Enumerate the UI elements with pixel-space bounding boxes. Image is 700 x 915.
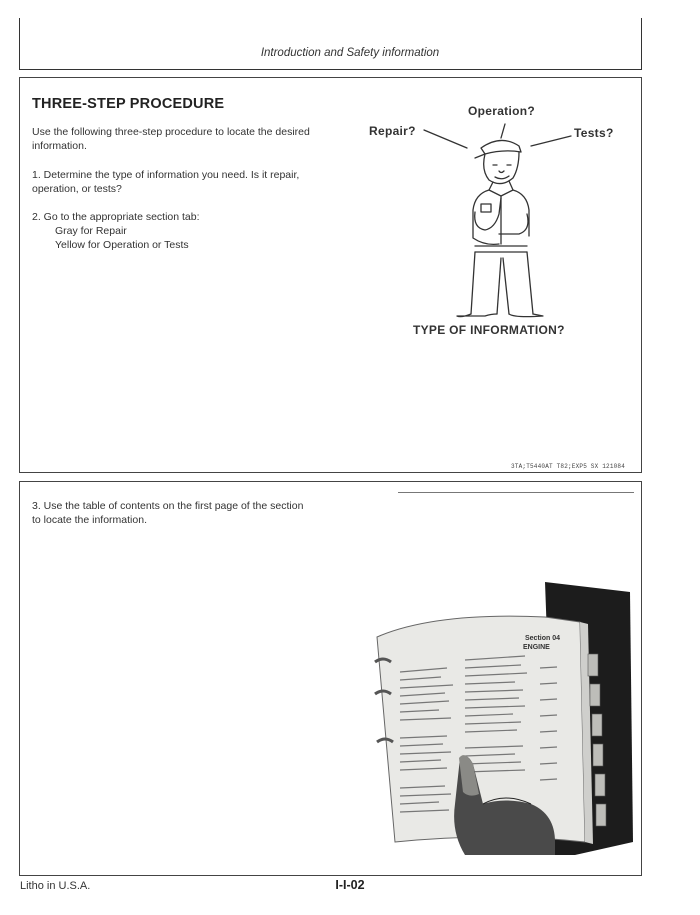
photo-section-title: ENGINE: [523, 644, 550, 651]
page-number: I-I-02: [335, 878, 365, 892]
section-heading: THREE-STEP PROCEDURE: [32, 96, 225, 112]
photo-section-label: Section 04: [525, 635, 561, 642]
step-3-text: 3. Use the table of contents on the first page of the section to locate the information.: [32, 500, 304, 526]
footer-litho: Litho in U.S.A.: [20, 880, 91, 892]
label-repair: Repair?: [369, 124, 416, 138]
header-rule: [19, 69, 642, 70]
mechanic-illustration: [415, 118, 585, 318]
label-operation: Operation?: [468, 104, 536, 118]
table-of-contents-panel: [19, 481, 642, 876]
page-left-rule: [19, 18, 20, 70]
photo-top-rule: [398, 492, 634, 493]
running-header: Introduction and Safety information: [260, 47, 440, 59]
label-tests: Tests?: [574, 126, 614, 140]
manual-photo: [355, 542, 636, 855]
page-right-rule: [641, 18, 642, 70]
step-2-repair-tab: Gray for Repair: [55, 225, 127, 237]
step-1-text: 1. Determine the type of information you need. Is it repair, operation, or tests?: [32, 169, 300, 195]
three-step-procedure-panel: [19, 77, 642, 473]
figure-caption: 3TA;T5440AT T82;EXP5 SX 121084: [511, 463, 626, 470]
step-2-text: 2. Go to the appropriate section tab: Gray for Repair Yellow for Operation or Tests: [32, 211, 200, 251]
label-type-of-information: TYPE OF INFORMATION?: [413, 323, 565, 337]
intro-text: Use the following three-step procedure to locate the desired information.: [32, 126, 310, 152]
step-2-operation-tab: Yellow for Operation or Tests: [55, 239, 189, 251]
